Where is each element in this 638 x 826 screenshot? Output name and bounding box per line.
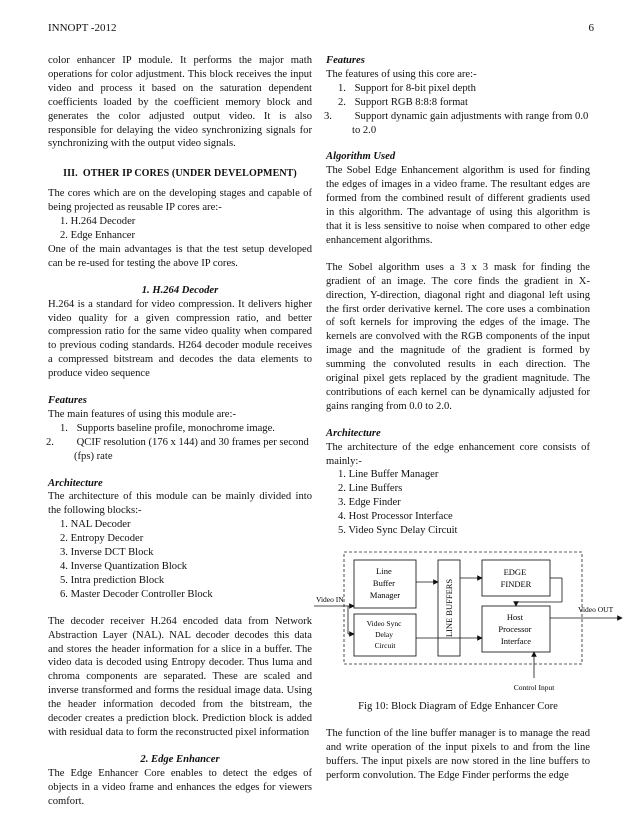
paragraph: The main features of using this module are:-	[48, 408, 236, 420]
list-item: 2. Entropy Decoder	[60, 533, 144, 545]
video-out-label: Video OUT	[578, 605, 614, 614]
paragraph: The features of using this core are:-	[326, 68, 477, 80]
paragraph: The Edge Enhancer Core enables to detect the edges of objects in a video frame and enhances the edges for viewers comfort.	[48, 767, 312, 807]
component-list	[326, 468, 590, 538]
running-header	[48, 22, 594, 36]
features-heading: Features	[48, 395, 87, 407]
section-number: III.	[63, 168, 78, 180]
left-column	[48, 54, 312, 809]
header-conference: INNOPT -2012	[48, 22, 117, 34]
paragraph: color enhancer IP module. It performs the major math operations for color adjustment. This block receives the input video and process it based on the saturation dependent coefficients loaded by the coefficient memory block and generates the color adjusted output video. It is also responsible for delaying the video synchronizing signals for synchronizing with the output video signals.	[48, 55, 312, 150]
list-item: 2. QCIF resolution (176 x 144) and 30 frames per second (fps) rate	[46, 436, 309, 462]
line-buffer-manager-label: Line Buffer Manager	[369, 566, 401, 600]
list-item: 3. Support dynamic gain adjustments with range from 0.0 to 2.0	[324, 110, 589, 136]
architecture-heading: Architecture	[48, 477, 103, 489]
paragraph: The function of the line buffer manager is to manage the read and write operation of the input pixels to and from the line buffers. The input pixels are now stored in the line buffers to perform convolution. The Edge Finder performs the edge	[326, 727, 590, 781]
section-title: OTHER IP CORES (UNDER DEVELOPMENT)	[82, 168, 297, 180]
paragraph: The Sobel algorithm uses a 3 x 3 mask for finding the gradient of an image. The core finds the gradient in X-direction, Y-direction, diagonal right and diagonal left using the first order derivative kernel. The core uses a combination of soft kernels for improving the edges of the image. The kernels are convolved with the RGB components of the input image and the magnitude of the gradient is formed by summing the convoluted results in each direction. The original pixel gets replaced by the gradient magnitude. The contributions of each kernel can be dynamically adjusted for gains ranging from 0.0 to 2.0.	[326, 261, 590, 412]
subsection-title: 1. H.264 Decoder	[141, 284, 219, 296]
list-item: 1. Support for 8-bit pixel depth	[338, 82, 476, 94]
features-heading: Features	[326, 55, 365, 66]
video-in-label: Video IN	[316, 595, 344, 604]
list-item: 5. Video Sync Delay Circuit	[338, 525, 458, 537]
line-buffers-label: LINE BUFFERS	[444, 578, 454, 638]
paragraph: H.264 is a standard for video compression. It delivers higher video quality for a given compression ratio, and better compression ratio for the same video quality when compared to previous coding standards. H264 decoder module receives a compressed bitstream and decodes the data elements to produce video sequence	[48, 298, 312, 380]
algorithm-heading: Algorithm Used	[326, 151, 396, 163]
control-input-label: Control Input	[513, 683, 555, 692]
list-item: 1. NAL Decoder	[60, 519, 131, 531]
list-item: 1. Line Buffer Manager	[338, 469, 439, 481]
edge-finder-label: EDGE FINDER	[500, 567, 532, 589]
paragraph: The cores which are on the developing stages and capable of being projected as reusable IP cores are:-	[48, 188, 312, 214]
list-item: 3. Edge Finder	[338, 497, 401, 509]
feature-list	[326, 82, 590, 138]
list-item: 2. Edge Enhancer	[60, 229, 136, 241]
core-list	[48, 215, 312, 243]
list-item: 2. Support RGB 8:8:8 format	[338, 96, 468, 108]
host-processor-label: Host Processor Interface	[498, 612, 532, 646]
paragraph: The decoder receiver H.264 encoded data from Network Abstraction Layer (NAL). NAL decoder decodes this data and stores the header information for a slice in a buffer. The video data is decoded using Entropy decoder. Thus luma and chroma components are separated. These are scaled and inverse transformed and forms the residual image data. Using the header information decoded from the bitstream, the decoder creates a prediction block. Prediction block is added with residual data to form the reconstructed pixel information	[48, 615, 312, 738]
paragraph: The architecture of the edge enhancement core consists of mainly:-	[326, 441, 590, 467]
page-number: 6	[588, 22, 594, 34]
section-heading	[48, 167, 312, 181]
architecture-heading: Architecture	[326, 427, 381, 439]
figure-caption: Fig 10: Block Diagram of Edge Enhancer Core	[358, 701, 558, 712]
paragraph: One of the main advantages is that the test setup developed can be re-used for testing the above IP cores.	[48, 243, 312, 269]
paragraph: The architecture of this module can be mainly divided into the following blocks:-	[48, 491, 312, 517]
list-item: 1. H.264 Decoder	[60, 216, 136, 228]
list-item: 1. Supports baseline profile, monochrome image.	[60, 422, 275, 434]
right-column	[316, 54, 614, 783]
list-item: 4. Host Processor Interface	[338, 511, 453, 523]
block-list	[48, 518, 312, 601]
list-item: 6. Master Decoder Controller Block	[60, 588, 213, 600]
edge-finder-box	[482, 560, 550, 596]
video-sync-delay-label: Video Sync Delay Circuit	[366, 619, 402, 650]
list-item: 4. Inverse Quantization Block	[60, 561, 188, 572]
block-diagram	[312, 548, 612, 694]
list-item: 2. Line Buffers	[338, 483, 403, 495]
subsection-title: 2. Edge Enhancer	[140, 753, 220, 765]
feature-list	[48, 422, 312, 464]
paragraph: The Sobel Edge Enhancement algorithm is used for finding the edges of images in a video frame. The resultant edges are formed from the combined result of different gradients used in this algorithm. The advantage of using this algorithm is that it is less sensitive to noise when compared to other edge enhancement algorithms.	[326, 165, 590, 246]
list-item: 5. Intra prediction Block	[60, 574, 165, 586]
list-item: 3. Inverse DCT Block	[60, 547, 154, 559]
